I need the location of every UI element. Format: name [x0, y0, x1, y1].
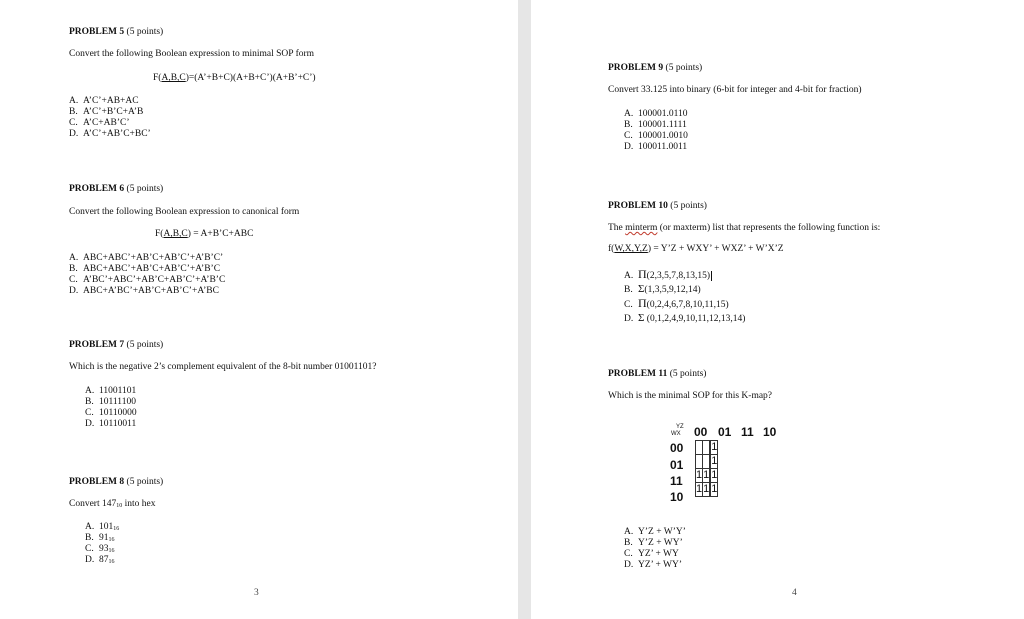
kmap-col-label: 10 [763, 425, 777, 439]
kmap-col-label: 11 [741, 425, 754, 439]
problem-6-expression: F(A,B,C) = A+B’C+ABC [155, 229, 254, 239]
problem-9-title: PROBLEM 9 [608, 63, 664, 73]
problem-6-points: (5 points) [126, 184, 164, 194]
problem-11-option-d[interactable]: D. YZ’ + WY’ [624, 560, 683, 570]
problem-6-option-c[interactable]: C. A’BC’+ABC’+AB’C+AB’C’+A’B’C [69, 275, 226, 285]
problem-6-option-b[interactable]: B. ABC+ABC’+AB’C+AB’C’+A’B’C [69, 264, 221, 274]
problem-6-option-a[interactable]: A. ABC+ABC’+AB’C+AB’C’+A’B’C’ [69, 253, 224, 263]
kmap-cell [703, 455, 710, 469]
problem-7-points: (5 points) [126, 340, 164, 350]
kmap-row [696, 483, 718, 497]
problem-11-option-c[interactable]: C. YZ’ + WY [624, 549, 679, 559]
problem-9-option-a[interactable]: A. 100001.0110 [624, 109, 688, 119]
kmap-grid [695, 440, 718, 497]
problem-10-title: PROBLEM 10 [608, 201, 668, 211]
problem-10-function: f(W,X,Y,Z) = Y’Z + WXY’ + WXZ’ + W’X’Z [608, 244, 784, 254]
kmap-row [696, 441, 718, 455]
problem-7-heading [69, 340, 163, 351]
page-4 [531, 0, 1024, 619]
kmap-cell: 1 [696, 483, 703, 495]
product-symbol: Π [638, 296, 647, 310]
sum-symbol: Σ [638, 312, 645, 324]
problem-8-option-d[interactable]: D. $87_{16}$ [85, 555, 115, 565]
kmap-col-var: YZ [676, 424, 684, 430]
kmap-row [696, 469, 718, 483]
product-symbol: Π [638, 267, 647, 281]
problem-10-heading [608, 201, 707, 212]
problem-9-prompt: Convert 33.125 into binary (6-bit for integer and 4-bit for fraction) [608, 85, 862, 95]
problem-7-title: PROBLEM 7 [69, 340, 125, 350]
kmap-cell: 1 [711, 469, 718, 481]
problem-11-heading [608, 369, 706, 380]
problem-11-prompt: Which is the minimal SOP for this K-map? [608, 391, 773, 401]
kmap-cell: 1 [696, 469, 703, 481]
kmap-row-var: WX [671, 431, 681, 437]
problem-7-option-a[interactable]: A. 11001101 [85, 386, 137, 396]
problem-9-option-d[interactable]: D. 100011.0011 [624, 142, 688, 152]
problem-5-option-d[interactable]: D. A’C’+AB’C+BC’ [69, 129, 151, 139]
problem-10-option-a[interactable]: A. Π(2,3,5,7,8,13,15) [624, 267, 710, 281]
problem-8-option-a[interactable]: A. $101_{16}$ [85, 522, 120, 532]
problem-8-option-b[interactable]: B. $91_{16}$ [85, 533, 115, 543]
sum-symbol: Σ [638, 283, 645, 295]
kmap-row-label: 11 [670, 474, 683, 488]
problem-9-heading [608, 63, 702, 74]
text-cursor [711, 271, 712, 281]
kmap-row-label: 00 [670, 441, 684, 455]
problem-5-title: PROBLEM 5 [69, 27, 125, 37]
problem-11-option-b[interactable]: B. Y’Z + WY’ [624, 538, 683, 548]
problem-7-option-c[interactable]: C. 10110000 [85, 408, 137, 418]
problem-6-prompt: Convert the following Boolean expression to canonical form [69, 207, 300, 217]
problem-5-option-c[interactable]: C. A’C+AB’C’ [69, 118, 130, 128]
problem-10-option-d[interactable]: D. Σ (0,1,2,4,9,10,11,12,13,14) [624, 312, 746, 324]
problem-9-option-c[interactable]: C. 100001.0010 [624, 131, 688, 141]
problem-5-option-a[interactable]: A. A’C’+AB+AC [69, 96, 139, 106]
problem-7-option-d[interactable]: D. 10110011 [85, 419, 137, 429]
kmap-cell: 1 [711, 455, 718, 467]
problem-10-prompt: The minterm (or maxterm) list that represents the following function is: [608, 223, 881, 233]
problem-7-prompt: Which is the negative 2’s complement equivalent of the 8-bit number 01001101? [69, 362, 377, 372]
problem-10-option-b[interactable]: B. Σ(1,3,5,9,12,14) [624, 283, 701, 295]
kmap-cell [703, 441, 710, 455]
problem-9-points: (5 points) [665, 63, 703, 73]
kmap-col-label: 00 [694, 425, 708, 439]
kmap-cell: 1 [703, 483, 710, 495]
kmap-cell: 1 [711, 441, 718, 453]
kmap-row [696, 455, 718, 469]
problem-8-heading [69, 477, 163, 488]
problem-5-heading [69, 27, 163, 38]
kmap-row-label: 10 [670, 490, 684, 504]
problem-5-expression: F(A,B,C)=(A’+B+C)(A+B+C’)(A+B’+C’) [153, 73, 316, 83]
page-number-4: 4 [792, 588, 797, 598]
problem-8-prompt: Convert $147_{10}$ into hex [69, 499, 156, 509]
kmap-cell [696, 441, 703, 455]
kmap-cell [696, 455, 703, 469]
problem-10-points: (5 points) [670, 201, 707, 211]
problem-9-option-b[interactable]: B. 100001.1111 [624, 120, 687, 130]
problem-11-points: (5 points) [669, 369, 707, 379]
problem-6-heading [69, 184, 163, 195]
problem-5-option-b[interactable]: B. A’C’+B’C+A’B [69, 107, 144, 117]
problem-11-option-a[interactable]: A. Y’Z + W’Y’ [624, 527, 686, 537]
kmap-cell: 1 [711, 483, 718, 495]
problem-8-points: (5 points) [126, 477, 164, 487]
kmap-cell: 1 [703, 469, 710, 481]
problem-6-option-d[interactable]: D. ABC+A’BC’+AB’C+AB’C’+A’BC [69, 286, 219, 296]
kmap-row-label: 01 [670, 458, 684, 472]
problem-5-points: (5 points) [126, 27, 164, 37]
problem-10-option-c[interactable]: C. Π(0,2,4,6,7,8,10,11,15) [624, 296, 729, 310]
problem-11-title: PROBLEM 11 [608, 369, 668, 379]
problem-5-prompt: Convert the following Boolean expression to minimal SOP form [69, 49, 315, 59]
problem-8-title: PROBLEM 8 [69, 477, 125, 487]
problem-7-option-b[interactable]: B. 10111100 [85, 397, 136, 407]
page-number-3: 3 [254, 588, 259, 598]
problem-6-title: PROBLEM 6 [69, 184, 125, 194]
problem-8-option-c[interactable]: C. $93_{16}$ [85, 544, 115, 554]
kmap-col-label: 01 [718, 425, 732, 439]
